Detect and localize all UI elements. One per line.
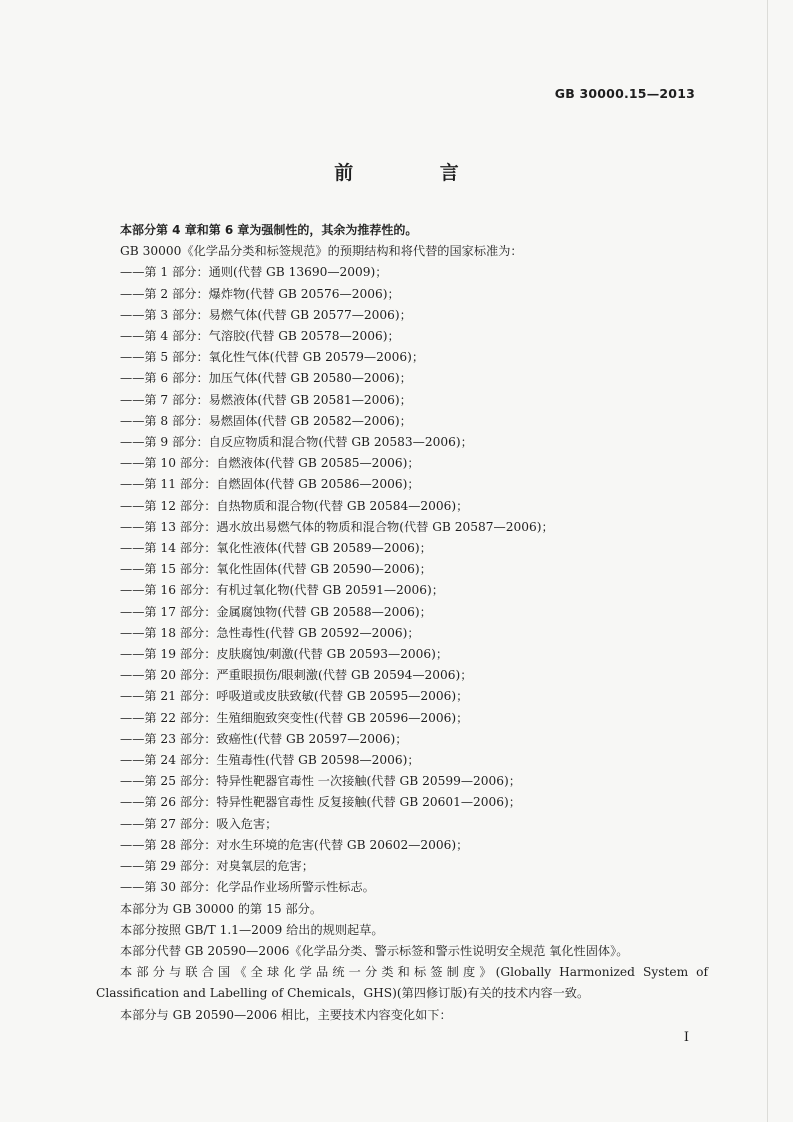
paragraph-drafting-rules: 本部分按照 GB/T 1.1—2009 给出的规则起草。 xyxy=(120,922,384,937)
list-item: ——第 12 部分：自热物质和混合物(代替 GB 20584—2006)； xyxy=(120,498,469,513)
list-item: ——第 27 部分：吸入危害； xyxy=(120,816,278,831)
list-item: ——第 13 部分：遇水放出易燃气体的物质和混合物(代替 GB 20587—2006)； xyxy=(120,519,554,534)
page-title: 前 言 xyxy=(334,162,499,184)
list-item: ——第 25 部分：特异性靶器官毒性 一次接触(代替 GB 20599—2006)； xyxy=(120,774,521,789)
list-item: ——第 28 部分：对水生环境的危害(代替 GB 20602—2006)； xyxy=(120,837,469,852)
list-item: ——第 10 部分：自燃液体(代替 GB 20585—2006)； xyxy=(120,456,420,471)
list-item: ——第 11 部分：自燃固体(代替 GB 20586—2006)； xyxy=(120,477,420,492)
list-item: ——第 15 部分：氧化性固体(代替 GB 20590—2006)； xyxy=(120,562,432,577)
list-item: ——第 1 部分：通则(代替 GB 13690—2009)； xyxy=(120,265,388,280)
paragraph-changes-intro: 本部分与 GB 20590—2006 相比，主要技术内容变化如下： xyxy=(120,1007,452,1022)
paragraph-part-number: 本部分为 GB 30000 的第 15 部分。 xyxy=(120,901,323,916)
paragraph-ghs-line-2: Classification and Labelling of Chemicals，GHS)(第四修订版)有关的技术内容一致。 xyxy=(96,986,590,1001)
list-item: ——第 14 部分：氧化性液体(代替 GB 20589—2006)； xyxy=(120,541,432,556)
list-item: ——第 4 部分：气溶胶(代替 GB 20578—2006)； xyxy=(120,329,400,344)
list-item: ——第 24 部分：生殖毒性(代替 GB 20598—2006)； xyxy=(120,753,420,768)
list-item: ——第 20 部分：严重眼损伤/眼刺激(代替 GB 20594—2006)； xyxy=(120,668,473,683)
list-item: ——第 3 部分：易燃气体(代替 GB 20577—2006)； xyxy=(120,307,412,322)
list-item: ——第 2 部分：爆炸物(代替 GB 20576—2006)； xyxy=(120,286,400,301)
list-item: ——第 7 部分：易燃液体(代替 GB 20581—2006)； xyxy=(120,392,412,407)
list-item: ——第 6 部分：加压气体(代替 GB 20580—2006)； xyxy=(120,371,412,386)
list-item: ——第 17 部分：金属腐蚀物(代替 GB 20588—2006)； xyxy=(120,604,432,619)
list-item: ——第 26 部分：特异性靶器官毒性 反复接触(代替 GB 20601—2006)； xyxy=(120,795,521,810)
list-item: ——第 8 部分：易燃固体(代替 GB 20582—2006)； xyxy=(120,413,412,428)
document-body xyxy=(96,220,708,1026)
standard-number: GB 30000.15—2013 xyxy=(554,86,695,101)
list-item: ——第 22 部分：生殖细胞致突变性(代替 GB 20596—2006)； xyxy=(120,710,469,725)
list-item: ——第 18 部分：急性毒性(代替 GB 20592—2006)； xyxy=(120,625,420,640)
list-item: ——第 21 部分：呼吸道或皮肤致敏(代替 GB 20595—2006)； xyxy=(120,689,469,704)
list-item: ——第 16 部分：有机过氧化物(代替 GB 20591—2006)； xyxy=(120,583,444,598)
list-item: ——第 9 部分：自反应物质和混合物(代替 GB 20583—2006)； xyxy=(120,435,473,450)
list-item: ——第 23 部分：致癌性(代替 GB 20597—2006)； xyxy=(120,731,408,746)
list-item: ——第 30 部分：化学品作业场所警示性标志。 xyxy=(120,880,375,895)
list-item: ——第 19 部分：皮肤腐蚀/刺激(代替 GB 20593—2006)； xyxy=(120,647,449,662)
list-item: ——第 29 部分：对臭氧层的危害； xyxy=(120,859,314,874)
page-number: I xyxy=(683,1030,689,1045)
paragraph-structure-intro: GB 30000《化学品分类和标签规范》的预期结构和将代替的国家标准为： xyxy=(120,244,523,259)
list-item: ——第 5 部分：氧化性气体(代替 GB 20579—2006)； xyxy=(120,350,425,365)
paragraph-replaces: 本部分代替 GB 20590—2006《化学品分类、警示标签和警示性说明安全规范 氧化性固体》。 xyxy=(120,943,629,958)
paragraph-mandatory-note: 本部分第 4 章和第 6 章为强制性的，其余为推荐性的。 xyxy=(120,223,418,237)
paragraph-ghs-line-1: 本部分与联合国《全球化学品统一分类和标签制度》(Globally Harmonized System of xyxy=(120,965,708,980)
